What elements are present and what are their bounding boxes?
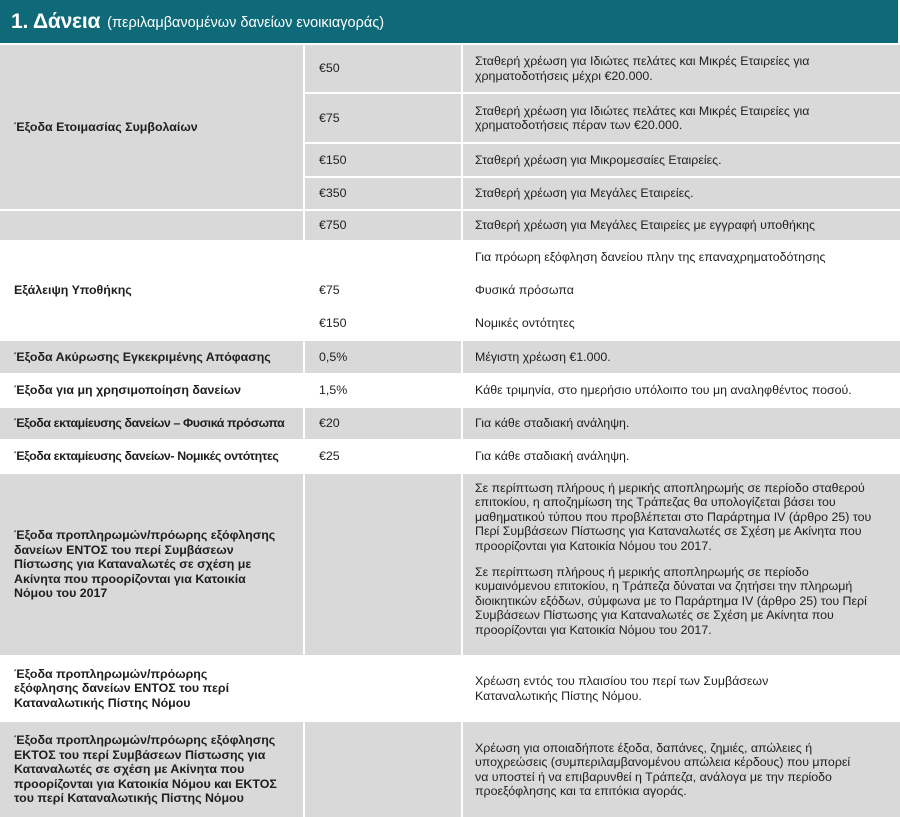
contract-prep-amount-4: €350 <box>305 178 461 209</box>
prepayment-outside-label: Έξοδα προπληρωμών/πρόωρης εξόφλησης ΕΚΤΟΣ του περί Συμβάσεων Πίστωσης για Καταναλωτές σε σχέση με Ακίνητα που προορίζονται για Κατοικία Νόμου και ΕΚΤΟΣ του περί Καταναλωτικής Πίστης Νόμου <box>0 722 303 817</box>
contract-prep-amount-3: €150 <box>305 144 461 176</box>
disbursement-individuals-amount: €20 <box>305 408 461 439</box>
prepayment-consumer-credit-desc: Χρέωση εντός του πλαισίου του περί των Συμβάσεων Καταναλωτικής Πίστης Νόμου. <box>463 657 900 720</box>
disbursement-legal-amount: €25 <box>305 441 461 472</box>
prepayment-within-law-amount <box>305 474 461 655</box>
contract-prep-desc-2: Σταθερή χρέωση για Ιδιώτες πελάτες και Μικρές Εταιρείες για χρηματοδοτήσεις πέραν των €20.000. <box>463 94 900 142</box>
contract-prep-label-continued <box>0 211 303 240</box>
contract-prep-desc-4: Σταθερή χρέωση για Μεγάλες Εταιρείες. <box>463 178 900 209</box>
prepayment-consumer-credit-amount <box>305 657 461 720</box>
non-use-fee-label: Έξοδα για μη χρησιμοποίηση δανείων <box>0 375 303 406</box>
prepayment-outside-desc: Χρέωση για οποιαδήποτε έξοδα, δαπάνες, ζημιές, απώλειες ή υποχρεώσεις (συμπεριλαμβανομένου απώλεια κέρδους) που μπορεί να υποστεί ή να επιβαρυνθεί η Τράπεζα, ανάλογα με την περίοδο προεξόφλησης και τα επιτόκια αγοράς. <box>463 722 900 817</box>
disbursement-individuals-label: Έξοδα εκταμίευσης δανείων – Φυσικά πρόσωπα <box>0 408 303 439</box>
contract-prep-amount-5: €750 <box>305 211 461 240</box>
contract-prep-label: Έξοδα Ετοιμασίας Συμβολαίων <box>0 45 303 209</box>
contract-prep-desc-1: Σταθερή χρέωση για Ιδιώτες πελάτες και Μικρές Εταιρείες για χρηματοδοτήσεις μέχρι €20.000. <box>463 45 900 92</box>
contract-prep-desc-5: Σταθερή χρέωση για Μεγάλες Εταιρείες με εγγραφή υποθήκης <box>463 211 900 240</box>
disbursement-individuals-desc: Για κάθε σταδιακή ανάληψη. <box>463 408 900 439</box>
non-use-fee-amount: 1,5% <box>305 375 461 406</box>
section-subtitle: (περιλαμβανομένων δανείων ενοικιαγοράς) <box>107 15 385 31</box>
mortgage-release-amount-1 <box>305 242 461 273</box>
section-title: 1. Δάνεια <box>11 9 101 33</box>
mortgage-release-label: Εξάλειψη Υποθήκης <box>0 242 303 339</box>
prepayment-fixed-rate-paragraph: Σε περίπτωση πλήρους ή μερικής αποπληρωμής σε περίοδο σταθερού επιτοκίου, η αποζημίωση της Τράπεζας θα υπολογίζεται βάσει του μαθηματικού τύπου που προβλέπεται στο Παράρτημα IV (άρθρο 25) του Περί Συμβάσεων Πίστωσης για Καταναλωτές σε Σχέση με Ακίνητα που προορίζονται για Κατοικία Νόμου του 2017. <box>475 481 872 553</box>
prepayment-within-law-label: Έξοδα προπληρωμών/πρόωρης εξόφλησης δανείων ΕΝΤΟΣ του περί Συμβάσεων Πίστωσης για Καταναλωτές σε σχέση με Ακίνητα που προορίζονται για Κατοικία Νόμου του 2017 <box>0 474 303 655</box>
disbursement-legal-desc: Για κάθε σταδιακή ανάληψη. <box>463 441 900 472</box>
cancellation-fee-label: Έξοδα Ακύρωσης Εγκεκριμένης Απόφασης <box>0 341 303 373</box>
prepayment-within-law-desc <box>463 474 900 655</box>
prepayment-variable-rate-paragraph: Σε περίπτωση πλήρους ή μερικής αποπληρωμής σε περίοδο κυμαινόμενου επιτοκίου, η Τράπεζα δύναται να ζητήσει την πληρωμή διοικητικών εξόδων, σύμφωνα με το Παράρτημα IV (άρθρο 25) του Περί Συμβάσεων Πίστωσης για Καταναλωτές σε Σχέση με Ακίνητα που προορίζονται για Κατοικία Νόμου του 2017. <box>475 565 867 637</box>
contract-prep-desc-3: Σταθερή χρέωση για Μικρομεσαίες Εταιρείες. <box>463 144 900 176</box>
non-use-fee-desc: Κάθε τριμηνία, στο ημερήσιο υπόλοιπο του μη αναληφθέντος ποσού. <box>463 375 900 406</box>
contract-prep-amount-1: €50 <box>305 45 461 92</box>
contract-prep-amount-2: €75 <box>305 94 461 142</box>
disbursement-legal-label: Έξοδα εκταμίευσης δανείων- Νομικές οντότητες <box>0 441 303 472</box>
prepayment-outside-amount <box>305 722 461 817</box>
cancellation-fee-desc: Μέγιστη χρέωση €1.000. <box>463 341 900 373</box>
mortgage-release-desc-2: Φυσικά πρόσωπα <box>463 275 900 306</box>
prepayment-consumer-credit-label: Έξοδα προπληρωμών/πρόωρης εξόφλησης δανείων ΕΝΤΟΣ του περί Καταναλωτικής Πίστης Νόμου <box>0 657 303 720</box>
mortgage-release-amount-3: €150 <box>305 308 461 339</box>
mortgage-release-desc-3: Νομικές οντότητες <box>463 308 900 339</box>
cancellation-fee-amount: 0,5% <box>305 341 461 373</box>
mortgage-release-desc-1: Για πρόωρη εξόφληση δανείου πλην της επαναχρηματοδότησης <box>463 242 900 273</box>
mortgage-release-amount-2: €75 <box>305 275 461 306</box>
